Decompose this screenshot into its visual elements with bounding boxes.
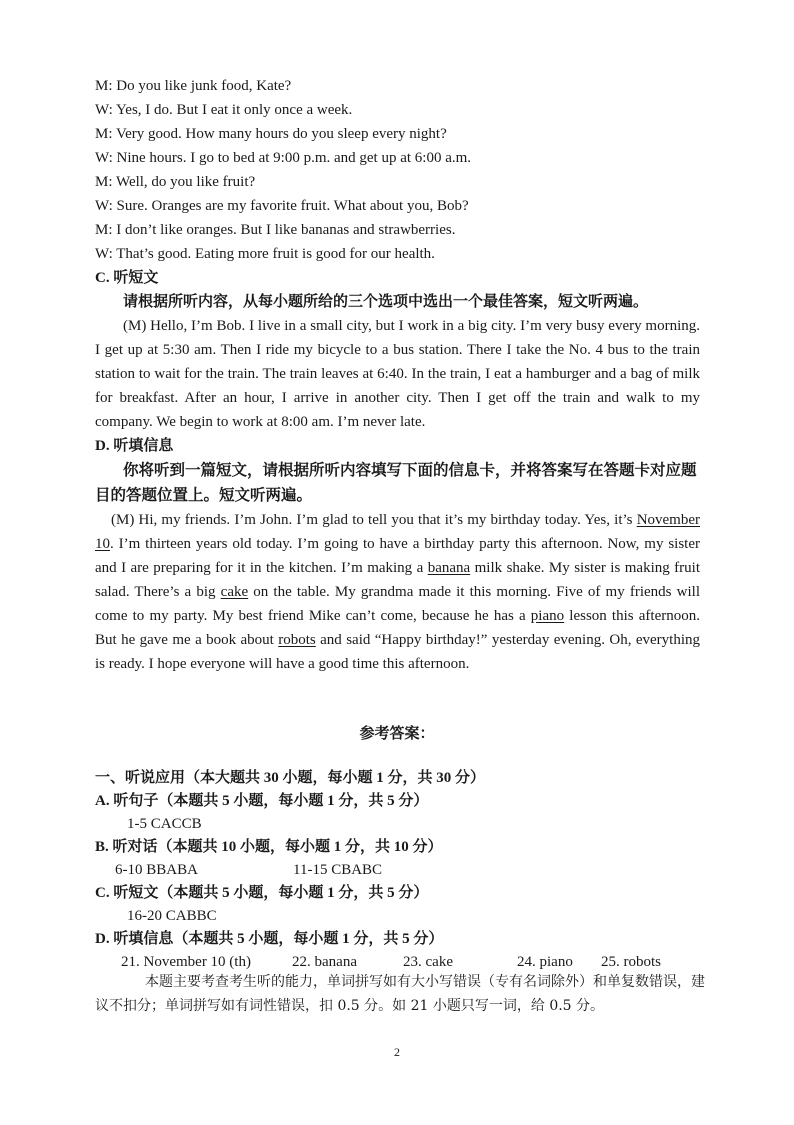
answers-a-heading: A. 听句子（本题共 5 小题，每小题 1 分，共 5 分）	[95, 793, 429, 809]
answer-underline-banana: banana	[427, 560, 471, 576]
answers-b-heading: B. 听对话（本题共 10 小题，每小题 1 分，共 10 分）	[95, 839, 443, 855]
page-number: 2	[394, 1045, 400, 1059]
dialogue-line: W: Sure. Oranges are my favorite fruit. What about you, Bob?	[95, 198, 469, 214]
answer-25: 25. robots	[601, 954, 661, 970]
section-d-passage	[95, 508, 700, 676]
answer-22: 22. banana	[292, 954, 357, 970]
grading-note	[95, 970, 705, 1018]
answer-underline-robots: robots	[278, 632, 316, 648]
answer-23: 23. cake	[403, 954, 453, 970]
answer-underline-piano: piano	[530, 608, 565, 624]
dialogue-line: M: Well, do you like fruit?	[95, 174, 256, 190]
section-c-heading: C. 听短文	[95, 270, 159, 286]
passage-text: lesson this afternoon. But he gave me a book about	[95, 608, 700, 648]
answers-d-heading: D. 听填信息（本题共 5 小题，每小题 1 分，共 5 分）	[95, 931, 444, 947]
passage-text: and said “Happy birthday!” yesterday evening. Oh, everything is ready. I hope everyone will have a good time this afternoon.	[95, 632, 700, 672]
answers-b-values-2: 11-15 CBABC	[293, 862, 383, 878]
answer-underline-date: November 10	[95, 512, 700, 552]
section-d-instruction	[95, 458, 700, 508]
part-one-heading: 一、听说应用（本大题共 30 小题，每小题 1 分，共 30 分）	[95, 770, 486, 786]
answer-21: 21. November 10 (th)	[121, 954, 251, 970]
answers-c-heading: C. 听短文（本题共 5 小题，每小题 1 分，共 5 分）	[95, 885, 429, 901]
section-c-instruction: 请根据所听内容，从每小题所给的三个选项中选出一个最佳答案，短文听两遍。	[123, 294, 649, 310]
answers-c-values: 16-20 CABBC	[127, 908, 217, 924]
grading-note-text: 本题主要考查考生听的能力，单词拼写如有大小写错误（专有名词除外）和单复数错误，建议不扣分；单词拼写如有词性错误，扣 0.5 分。如 21 小题只写一词，给 0.5 分。	[95, 974, 705, 1014]
section-c-passage-text: (M) Hello, I’m Bob. I live in a small city, but I work in a big city. I’m very busy every morning. I get up at 5:30 am. Then I ride my bicycle to a bus station. There I take the No. 4 bus to the train station to wait for the train. The train leaves at 6:40. In the train, I eat a hamburger and a bag of milk for breakfast. After an hour, I arrive in another city. Then I get off the train and walk to my company. We begin to work at 8:00 am. I’m never late.	[95, 318, 700, 430]
answer-underline-cake: cake	[220, 584, 249, 600]
section-d-instruction-text: 你将听到一篇短文，请根据所听内容填写下面的信息卡，并将答案写在答题卡对应题目的答题位置上。短文听两遍。	[95, 462, 697, 504]
dialogue-line: M: Very good. How many hours do you sleep every night?	[95, 126, 447, 142]
answers-b-values-1: 6-10 BBABA	[115, 862, 198, 878]
dialogue-line: W: Nine hours. I go to bed at 9:00 p.m. and get up at 6:00 a.m.	[95, 150, 472, 166]
answers-title: 参考答案：	[359, 726, 435, 742]
dialogue-line: W: That’s good. Eating more fruit is good for our health.	[95, 246, 435, 262]
passage-text: . I’m thirteen years old today. I’m going to have a birthday party this afternoon. Now, my sister and I are preparing for it in the kitchen. I’m making a	[95, 536, 700, 576]
section-d-heading: D. 听填信息	[95, 438, 174, 454]
answer-24: 24. piano	[517, 954, 573, 970]
dialogue-line: M: Do you like junk food, Kate?	[95, 78, 292, 94]
section-c-passage	[95, 314, 700, 434]
passage-text: on the table. My grandma made it this morning. Five of my friends will come to my party. My best friend Mike can’t come, because he has a	[95, 584, 700, 624]
answers-a-values: 1-5 CACCB	[127, 816, 202, 832]
dialogue-line: W: Yes, I do. But I eat it only once a week.	[95, 102, 353, 118]
dialogue-line: M: I don’t like oranges. But I like bananas and strawberries.	[95, 222, 456, 238]
passage-text: milk shake. My sister is making fruit salad. There’s a big	[95, 560, 700, 600]
passage-text: (M) Hi, my friends. I’m John. I’m glad to tell you that it’s my birthday today. Yes, it’s	[111, 512, 637, 528]
